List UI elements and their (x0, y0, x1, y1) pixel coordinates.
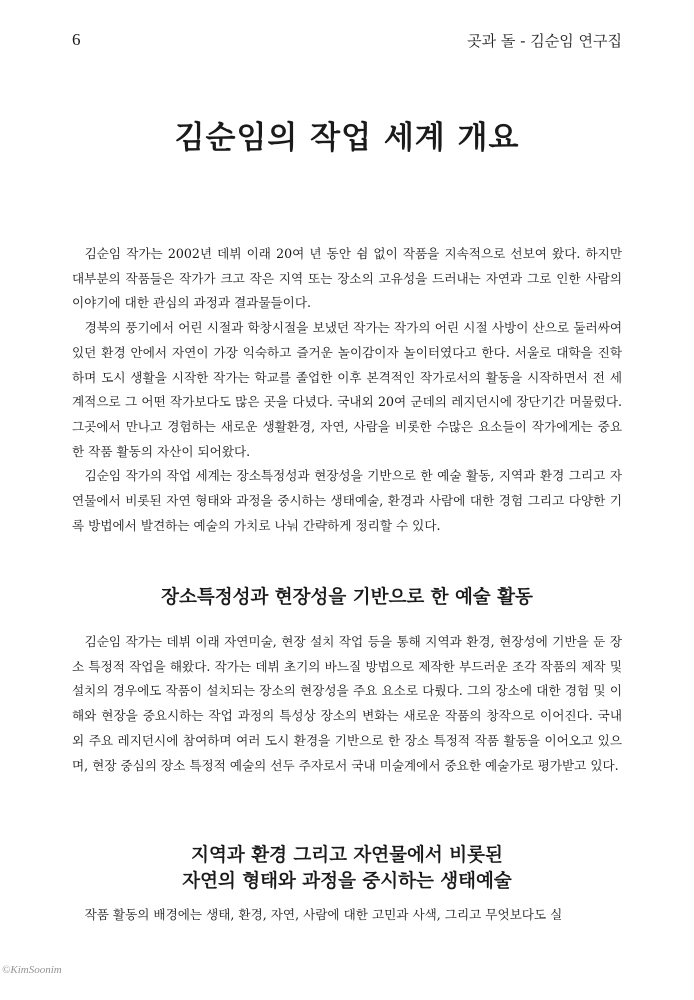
paragraph: 김순임 작가는 2002년 데뷔 이래 20여 년 동안 쉼 없이 작품을 지속적으로 선보여 왔다. 하지만 대부분의 작품들은 작가가 크고 작은 지역 또는 장소의 고유성을 드러내는 자연과 그로 인한 사람의 이야기에 대한 관심의 과정과 결과물들이다. (72, 246, 622, 311)
section-heading-line: 자연의 형태와 과정을 중시하는 생태예술 (182, 871, 512, 892)
section-heading-line: 지역과 환경 그리고 자연물에서 비롯된 (191, 845, 503, 866)
watermark: ©KimSoonim (2, 964, 62, 976)
paragraph: 경북의 풍기에서 어린 시절과 학창시절을 보냈던 작가는 작가의 어린 시절 사방이 산으로 둘러싸여 있던 환경 안에서 자연이 가장 익숙하고 즐거운 놀이감이자 놀이터였다고 한다. 서울로 대학을 진학하며 도시 생활을 시작한 작가는 학교를 졸업한 이후 본격적인 작가로서의 활동을 시작하면서 전 세계적으로 그 어떤 작가보다도 많은 곳을 다녔다. 국내외 20여 군데의 레지던시에 장단기간 머물렀다. 그곳에서 만나고 경험하는 새로운 생활환경, 자연, 사람을 비롯한 수많은 요소들이 작가에게는 중요한 작품 활동의 자산이 되어왔다. (72, 320, 622, 459)
paragraph: 김순임 작가는 데뷔 이래 자연미술, 현장 설치 작업 등을 통해 지역과 환경, 현장성에 기반을 둔 장소 특정적 작업을 해왔다. 작가는 데뷔 초기의 바느질 방법으로 제작한 부드러운 조각 작품의 제작 및 설치의 경우에도 작품이 설치되는 장소의 현장성을 주요 요소로 다뤘다. 그의 장소에 대한 경험 및 이해와 현장을 중요시하는 작업 과정의 특성상 장소의 변화는 새로운 작품의 창작으로 이어진다. 국내외 주요 레지던시에 참여하며 여러 도시 환경을 기반으로 한 장소 특정적 작품 활동을 이어오고 있으며, 현장 중심의 장소 특정적 예술의 선두 주자로서 국내 미술계에서 중요한 예술가로 평가받고 있다. (72, 634, 622, 773)
page-number: 6 (72, 30, 81, 49)
paragraph: 김순임 작가의 작업 세계는 장소특정성과 현장성을 기반으로 한 예술 활동, 지역과 환경 그리고 자연물에서 비롯된 자연 형태와 과정을 중시하는 생태예술, 환경과 사람에 대한 경험 그리고 다양한 기록 방법에서 발견하는 예술의 가치로 나눠 간략하게 정리할 수 있다. (72, 468, 622, 533)
section-heading (0, 843, 694, 895)
page-title: 김순임의 작업 세계 개요 (174, 120, 520, 156)
section1-body (72, 630, 622, 778)
section2-body (72, 903, 622, 928)
paragraph: 작품 활동의 배경에는 생태, 환경, 자연, 사람에 대한 고민과 사색, 그리고 무엇보다도 실 (84, 907, 563, 922)
section-heading: 장소특정성과 현장성을 기반으로 한 예술 활동 (161, 587, 533, 608)
running-header: 곳과 돌 - 김순임 연구집 (467, 32, 622, 50)
intro-body (72, 242, 622, 538)
